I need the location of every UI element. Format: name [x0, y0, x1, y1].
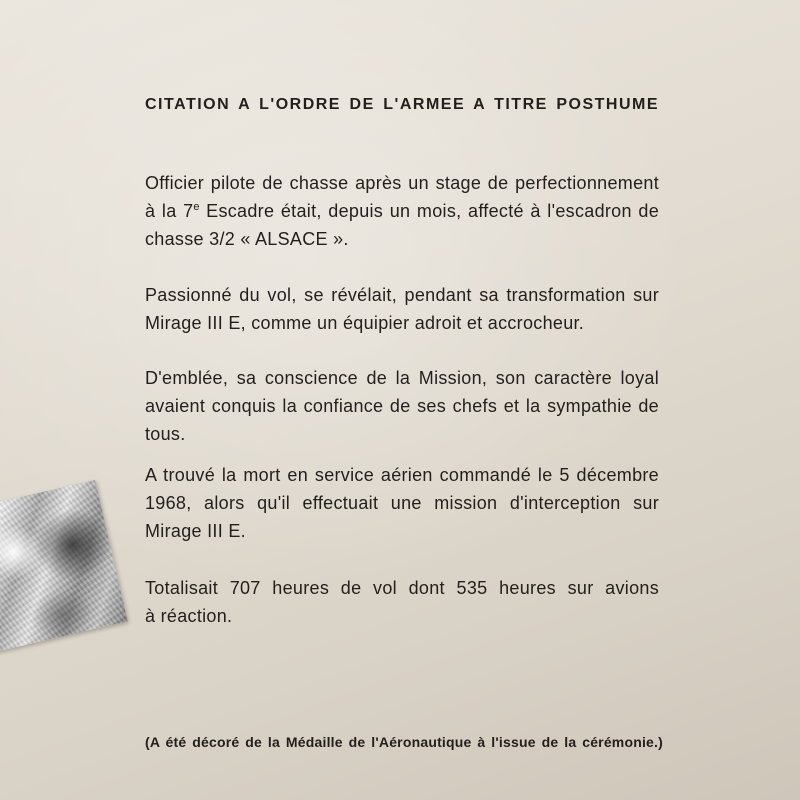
- text-line: à réaction.: [145, 606, 233, 626]
- text-line: Mirage III E.: [145, 521, 246, 541]
- paragraph-3: [145, 364, 659, 448]
- text-line: Totalisait 707 heures de vol dont 535 heures sur avions: [145, 578, 659, 598]
- text-line: Mirage III E, comme un équipier adroit et accrocheur.: [145, 313, 585, 333]
- text-line: Officier pilote de chasse après un stage de perfectionnement: [145, 173, 659, 193]
- text-line: Passionné du vol, se révélait, pendant sa transformation sur: [145, 285, 659, 305]
- text-fragment: à la 7: [145, 201, 194, 221]
- text-line: A trouvé la mort en service aérien commandé le 5 décembre: [145, 465, 659, 485]
- text-line: [145, 197, 659, 225]
- text-line: chasse 3/2 « ALSACE ».: [145, 229, 349, 249]
- ordinal-superscript: e: [193, 201, 200, 213]
- citation-title: CITATION A L'ORDRE DE L'ARMEE A TITRE POSTHUME: [145, 96, 659, 113]
- text-line: 1968, alors qu'il effectuait une mission d'interception sur: [145, 493, 659, 513]
- text-line: D'emblée, sa conscience de la Mission, son caractère loyal: [145, 368, 659, 388]
- footer-note: (A été décoré de la Médaille de l'Aéronautique à l'issue de la cérémonie.): [145, 734, 663, 750]
- paragraph-2: [145, 281, 659, 337]
- text-line: tous.: [145, 424, 186, 444]
- paragraph-1: [145, 169, 659, 253]
- foil-photo-fragment: [0, 480, 128, 653]
- paragraph-5: [145, 574, 659, 630]
- text-fragment: Escadre était, depuis un mois, affecté à l'escadron de: [199, 201, 659, 221]
- text-line: avaient conquis la confiance de ses chefs et la sympathie de: [145, 396, 659, 416]
- paragraph-4: [145, 461, 659, 545]
